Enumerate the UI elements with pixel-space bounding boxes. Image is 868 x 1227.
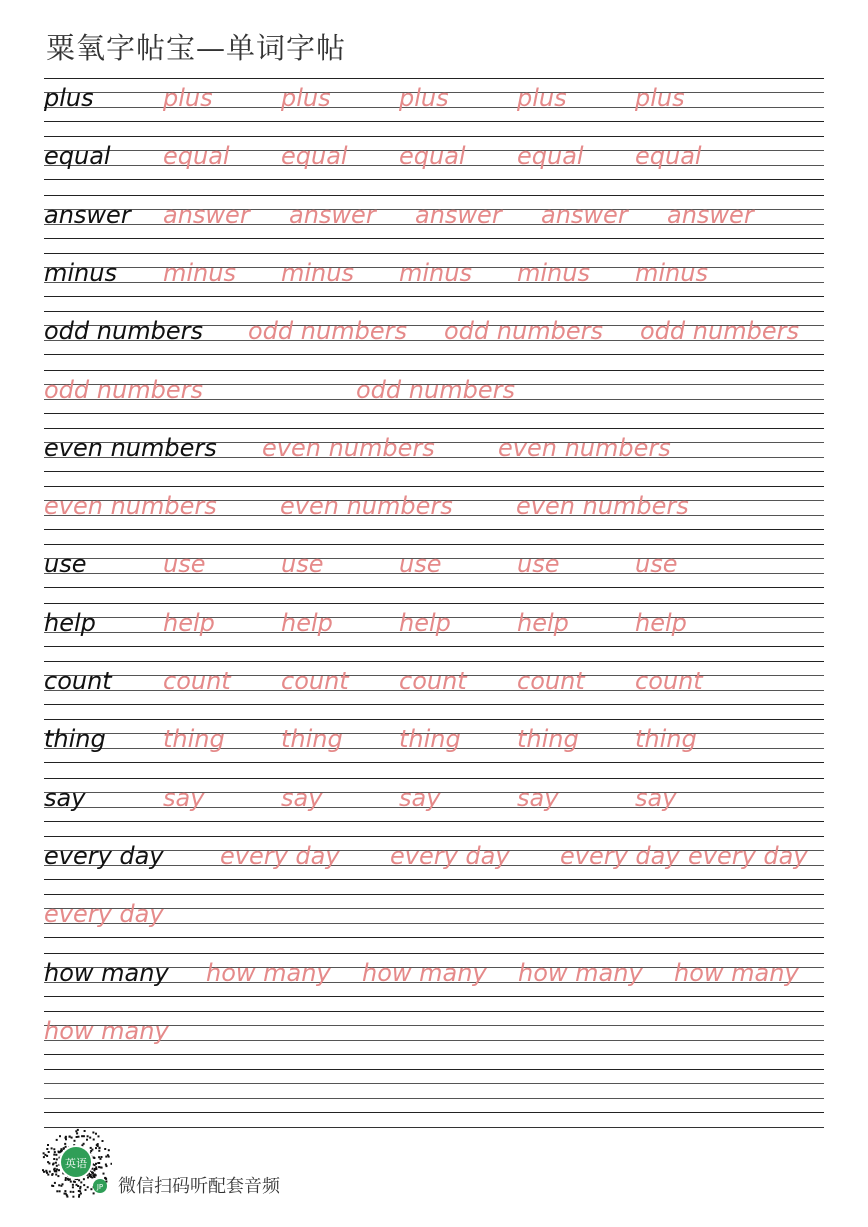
trace-word: use: [399, 550, 442, 579]
trace-word: how many: [362, 958, 487, 987]
trace-word: thing: [517, 725, 579, 754]
model-word: equal: [44, 142, 111, 171]
practice-row: [44, 486, 824, 530]
practice-row: [44, 78, 824, 122]
guide-line: [44, 529, 824, 530]
guide-line: [44, 486, 824, 487]
trace-word: odd numbers: [44, 375, 203, 404]
guide-line: [44, 179, 824, 180]
trace-word: help: [517, 608, 569, 637]
guide-line: [44, 661, 824, 662]
guide-line: [44, 879, 824, 880]
practice-row: [44, 1011, 824, 1055]
trace-word: equal: [635, 142, 702, 171]
qr-badge-text: 英语: [65, 1157, 87, 1170]
guide-line: [44, 762, 824, 763]
trace-word: plus: [163, 84, 213, 112]
trace-word: minus: [635, 258, 708, 287]
practice-row: [44, 778, 824, 822]
trace-word: thing: [635, 725, 697, 754]
guide-line: [44, 836, 824, 837]
model-word: how many: [44, 958, 169, 987]
guide-line: [44, 1011, 824, 1012]
trace-word: say: [163, 783, 205, 812]
trace-word: answer: [163, 200, 250, 229]
trace-word: odd numbers: [640, 317, 799, 346]
trace-word: odd numbers: [444, 317, 603, 346]
guide-line: [44, 354, 824, 355]
trace-word: answer: [541, 200, 628, 229]
trace-word: even numbers: [498, 433, 671, 462]
guide-line: [44, 953, 824, 954]
trace-word: minus: [163, 258, 236, 287]
guide-line: [44, 603, 824, 604]
model-word: answer: [44, 200, 131, 229]
trace-word: count: [281, 667, 349, 695]
guide-line: [44, 894, 824, 895]
trace-word: thing: [399, 725, 461, 754]
trace-word: odd numbers: [356, 375, 515, 404]
trace-word: odd numbers: [248, 317, 407, 346]
trace-word: equal: [163, 142, 230, 171]
practice-row: [44, 603, 824, 647]
guide-line: [44, 719, 824, 720]
guide-line: [44, 195, 824, 196]
practice-row: [44, 544, 824, 588]
trace-word: equal: [281, 142, 348, 171]
practice-row: [44, 136, 824, 180]
trace-word: plus: [517, 84, 567, 112]
model-word: count: [44, 667, 112, 695]
trace-word: how many: [674, 958, 799, 987]
trace-word: help: [163, 608, 215, 637]
trace-word: count: [163, 667, 231, 695]
trace-word: how many: [518, 958, 643, 987]
guide-line: [44, 311, 824, 312]
guide-line: [44, 1083, 824, 1084]
trace-word: even numbers: [44, 492, 217, 521]
practice-row: [44, 1069, 824, 1113]
model-word: plus: [44, 84, 94, 112]
practice-row: [44, 311, 824, 355]
practice-row: [44, 894, 824, 938]
model-word: minus: [44, 258, 117, 287]
trace-word: count: [635, 667, 703, 695]
practice-row: [44, 195, 824, 239]
practice-row: [44, 836, 824, 880]
guide-line: [44, 821, 824, 822]
guide-line: [44, 937, 824, 938]
practice-row: [44, 253, 824, 297]
guide-line: [44, 704, 824, 705]
trace-word: answer: [415, 200, 502, 229]
trace-word: every day: [44, 900, 164, 929]
trace-word: answer: [289, 200, 376, 229]
trace-word: use: [635, 550, 678, 579]
trace-word: use: [163, 550, 206, 579]
trace-word: equal: [399, 142, 466, 171]
qr-code-icon[interactable]: [40, 1128, 112, 1200]
guide-line: [44, 296, 824, 297]
guide-line: [44, 1127, 824, 1128]
trace-word: every day: [688, 841, 808, 870]
guide-line: [44, 413, 824, 414]
trace-word: every day: [390, 841, 510, 870]
model-word: help: [44, 608, 96, 637]
guide-line: [44, 471, 824, 472]
trace-word: say: [281, 783, 323, 812]
practice-row: [44, 953, 824, 997]
trace-word: even numbers: [516, 492, 689, 521]
trace-word: minus: [399, 258, 472, 287]
practice-row: [44, 661, 824, 705]
guide-line: [44, 544, 824, 545]
trace-word: count: [517, 667, 585, 695]
trace-word: how many: [44, 1016, 169, 1045]
guide-line: [44, 587, 824, 588]
trace-word: thing: [163, 725, 225, 754]
page-title: 粟氧字帖宝—单词字帖: [46, 31, 347, 65]
trace-word: help: [281, 608, 333, 637]
trace-word: use: [281, 550, 324, 579]
practice-row: [44, 370, 824, 414]
guide-line: [44, 238, 824, 239]
footer-caption: 微信扫码听配套音频: [118, 1176, 280, 1197]
trace-word: plus: [281, 84, 331, 112]
trace-word: every day: [560, 841, 680, 870]
qr-corner-text: JP: [96, 1183, 104, 1191]
guide-line: [44, 428, 824, 429]
trace-word: use: [517, 550, 560, 579]
guide-line: [44, 996, 824, 997]
guide-line: [44, 121, 824, 122]
guide-line: [44, 1098, 824, 1099]
guide-line: [44, 370, 824, 371]
trace-word: help: [635, 608, 687, 637]
guide-line: [44, 253, 824, 254]
trace-word: how many: [206, 958, 331, 987]
trace-word: answer: [667, 200, 754, 229]
practice-row: [44, 719, 824, 763]
trace-word: even numbers: [280, 492, 453, 521]
guide-line: [44, 136, 824, 137]
trace-word: even numbers: [262, 433, 435, 462]
model-word: every day: [44, 841, 164, 870]
practice-sheet: [44, 0, 824, 1227]
trace-word: say: [399, 783, 441, 812]
practice-row: [44, 428, 824, 472]
trace-word: count: [399, 667, 467, 695]
model-word: thing: [44, 725, 106, 754]
trace-word: plus: [635, 84, 685, 112]
guide-line: [44, 1112, 824, 1113]
trace-word: equal: [517, 142, 584, 171]
guide-line: [44, 1054, 824, 1055]
trace-word: help: [399, 608, 451, 637]
guide-line: [44, 778, 824, 779]
trace-word: say: [517, 783, 559, 812]
trace-word: plus: [399, 84, 449, 112]
model-word: use: [44, 550, 87, 579]
guide-line: [44, 646, 824, 647]
trace-word: thing: [281, 725, 343, 754]
trace-word: every day: [220, 841, 340, 870]
model-word: odd numbers: [44, 317, 203, 346]
trace-word: say: [635, 783, 677, 812]
model-word: say: [44, 783, 86, 812]
trace-word: minus: [517, 258, 590, 287]
guide-line: [44, 78, 824, 79]
guide-line: [44, 1069, 824, 1070]
model-word: even numbers: [44, 433, 217, 462]
trace-word: minus: [281, 258, 354, 287]
